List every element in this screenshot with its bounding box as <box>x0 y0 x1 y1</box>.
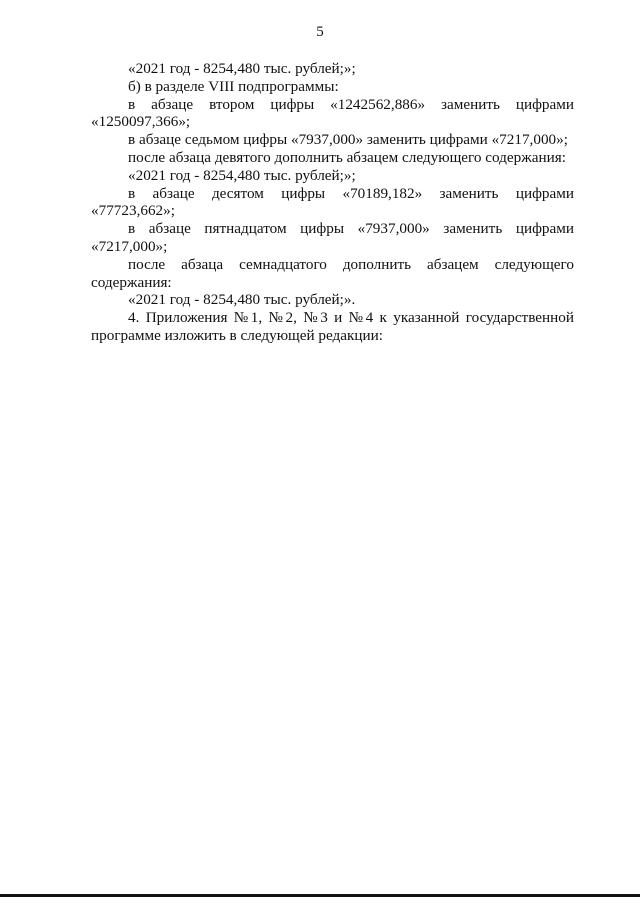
bottom-rule <box>0 894 640 897</box>
paragraph-4: в абзаце седьмом цифры «7937,000» заменить цифрами «7217,000»; <box>128 131 568 149</box>
paragraph-11: 4. Приложения №1, №2, №3 и №4 к указанной государственной программе изложить в следующей редакции: <box>91 309 574 344</box>
paragraph-10: «2021 год - 8254,480 тыс. рублей;». <box>128 291 356 309</box>
paragraph-9: после абзаца семнадцатого дополнить абзацем следующего содержания: <box>91 255 574 291</box>
paragraph-7: в абзаце десятом цифры «70189,182» заменить цифрами «77723,662»; <box>91 184 574 220</box>
document-body <box>91 60 574 345</box>
paragraph-1: «2021 год - 8254,480 тыс. рублей;»; <box>128 60 356 77</box>
paragraph-8: в абзаце пятнадцатом цифры «7937,000» заменить цифрами «7217,000»; <box>91 220 574 255</box>
paragraph-2: б) в разделе VIII подпрограммы: <box>128 77 339 95</box>
paragraph-5: после абзаца девятого дополнить абзацем следующего содержания: <box>128 148 566 166</box>
paragraph-3: в абзаце втором цифры «1242562,886» заменить цифрами «1250097,366»; <box>91 95 574 131</box>
page-number: 5 <box>316 24 324 40</box>
paragraph-6: «2021 год - 8254,480 тыс. рублей;»; <box>128 166 356 184</box>
